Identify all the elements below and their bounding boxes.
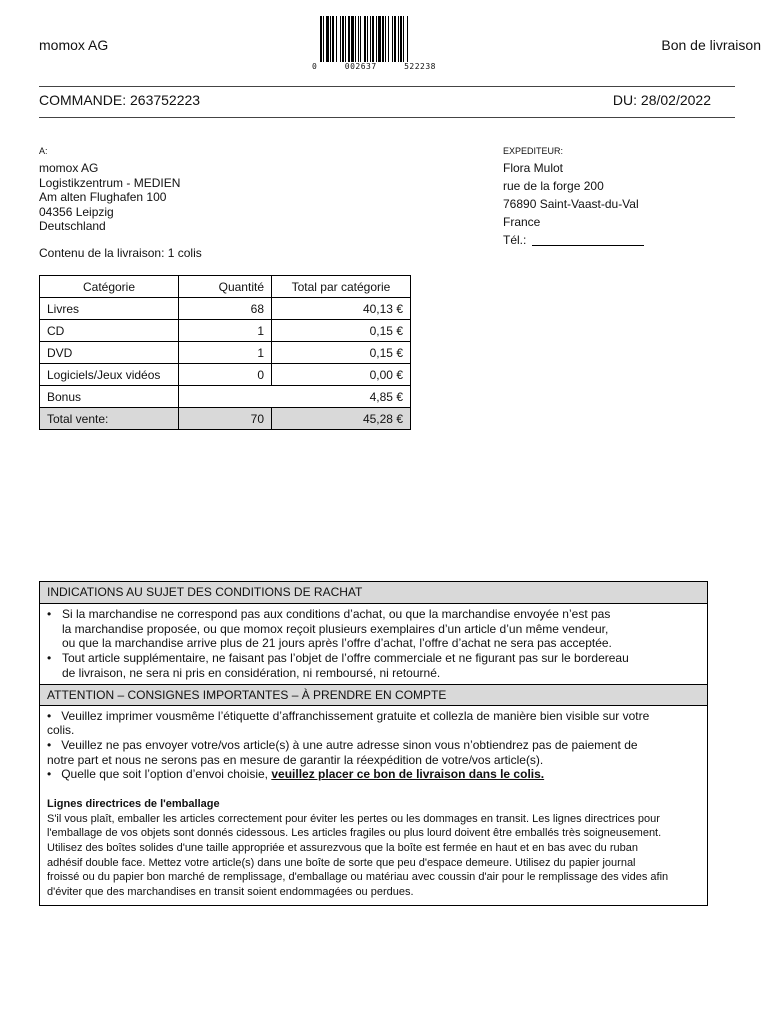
tel-label: Tél.:	[503, 233, 527, 247]
conditions-box	[39, 581, 708, 906]
conditions-title: INDICATIONS AU SUJET DES CONDITIONS DE RACHAT	[40, 582, 707, 603]
table-header-row	[40, 276, 411, 298]
bullet-text: Quelle que soit l’option d’envoi choisie,	[61, 767, 272, 782]
total-quantity: 70	[179, 408, 272, 430]
guide-line: adhésif double face. Mettez votre article(s) dans une boîte de sorte que peu d'espace demeure. Utilisez du papier journal	[47, 856, 636, 869]
divider	[39, 117, 735, 118]
quantity-cell: 0	[179, 364, 272, 386]
table-row	[40, 342, 411, 364]
column-header: Catégorie	[40, 276, 179, 298]
column-header: Quantité	[179, 276, 272, 298]
bonus-row	[40, 386, 411, 408]
address-line: Flora Mulot	[503, 161, 564, 175]
divider	[39, 86, 735, 87]
quantity-cell: 1	[179, 342, 272, 364]
order-number: COMMANDE: 263752223	[39, 92, 201, 108]
barcode-digit-group: 522238	[404, 62, 436, 71]
bullet-line: • Veuillez imprimer vousmême l’étiquette d’affranchissement gratuite et collezla de manière bien visible sur votre	[47, 708, 650, 723]
bullet-line: • Veuillez ne pas envoyer votre/vos article(s) à une autre adresse sinon vous n’obtiendrez pas de paiement de	[47, 737, 638, 752]
table-row	[40, 320, 411, 342]
attention-body	[40, 705, 707, 906]
bullet-emphasis: veuillez placer ce bon de livraison dans le colis.	[271, 767, 545, 782]
total-cell: 0,00 €	[272, 364, 411, 386]
company-name: momox AG	[39, 37, 109, 53]
recipient-label: A:	[39, 146, 48, 156]
quantity-cell: 68	[179, 298, 272, 320]
address-line: Am alten Flughafen 100	[39, 190, 167, 204]
quantity-cell: 1	[179, 320, 272, 342]
total-cell: 40,13 €	[272, 298, 411, 320]
recipient-address	[39, 161, 180, 234]
guide-line: Utilisez des boîtes solides d'une taille appropriée et assurezvous que la boîte est fermée en haut et en bas avec du ruban	[47, 841, 638, 854]
packaging-guidelines-title: Lignes directrices de l'emballage	[47, 798, 220, 811]
document-type: Bon de livraison	[661, 37, 761, 53]
total-cell: 0,15 €	[272, 342, 411, 364]
address-line: 04356 Leipzig	[39, 204, 114, 219]
order-date: DU: 28/02/2022	[612, 92, 711, 108]
attention-bullet	[47, 709, 700, 738]
bonus-total: 4,85 €	[179, 386, 411, 408]
attention-title: ATTENTION – CONSIGNES IMPORTANTES – À PRENDRE EN COMPTE	[40, 684, 707, 705]
sender-address	[503, 159, 644, 249]
bullet-line: notre part et nous ne serons pas en mesure de garantir la réexpédition de votre/vos article(s).	[47, 752, 544, 767]
total-amount: 45,28 €	[272, 408, 411, 430]
order-line	[39, 92, 711, 108]
condition-bullet	[47, 607, 700, 651]
barcode-digits	[312, 62, 436, 71]
total-cell: 0,15 €	[272, 320, 411, 342]
address-line: Logistikzentrum - MEDIEN	[39, 175, 181, 190]
address-line: 76890 Saint-Vaast-du-Val	[503, 197, 639, 211]
sender-tel	[503, 231, 644, 249]
address-line: France	[503, 215, 541, 229]
bonus-label: Bonus	[40, 386, 179, 408]
column-header: Total par catégorie	[272, 276, 411, 298]
guide-line: l'emballage de vos objets sont donnés cidessous. Les articles fragiles ou plus lourd doivent être emballés très soigneusement.	[47, 827, 662, 840]
bullet-line: Si la marchandise ne correspond pas aux conditions d’achat, ou que la marchandise envoyée n’est pas	[62, 607, 611, 621]
total-row	[40, 408, 411, 430]
bullet-line: ou que la marchandise arrive plus de 21 jours après l’offre d’achat, l’offre d’achat ne sera pas acceptée.	[62, 636, 612, 651]
bullet-line: • Quelle que soit l’option d’envoi choisie, veuillez placer ce bon de livraison dans le colis.	[47, 767, 545, 782]
bullet-line: colis.	[47, 723, 75, 738]
table-row	[40, 364, 411, 386]
tel-blank-line	[532, 233, 644, 246]
attention-bullet	[47, 738, 700, 767]
barcode-digit-group: 0	[312, 62, 318, 71]
condition-bullet	[47, 651, 700, 680]
barcode-bars	[320, 16, 436, 62]
guide-line: froissé ou du papier bon marché de remplissage, d'emballage ou matériau avec coussin d'air pour le remplissage des vides afin	[47, 871, 669, 884]
total-label: Total vente:	[40, 408, 179, 430]
bullet-dot: •	[47, 607, 52, 621]
attention-bullet	[47, 767, 700, 782]
address-line: momox AG	[39, 161, 99, 175]
barcode	[312, 16, 436, 72]
category-cell: Logiciels/Jeux vidéos	[40, 364, 179, 386]
table-row	[40, 298, 411, 320]
bullet-line: de livraison, ne sera ni pris en considération, ni remboursé, ni retourné.	[62, 665, 441, 680]
bullet-dot: •	[47, 651, 52, 666]
sales-table	[39, 275, 411, 430]
address-line: rue de la forge 200	[503, 179, 604, 193]
bullet-text: Veuillez imprimer vousmême l’étiquette d’affranchissement gratuite et collezla de manière bien visible sur votre	[61, 708, 650, 723]
packaging-guidelines-text	[47, 812, 700, 900]
category-cell: DVD	[40, 342, 179, 364]
sender-label: EXPEDITEUR:	[503, 146, 564, 156]
guide-line: d'éviter que des marchandises en transit soient endommagées ou perdues.	[47, 885, 414, 898]
category-cell: Livres	[40, 298, 179, 320]
address-line: Deutschland	[39, 219, 106, 233]
delivery-contents: Contenu de la livraison: 1 colis	[39, 246, 202, 260]
bullet-line: Tout article supplémentaire, ne faisant pas l’objet de l’offre commerciale et ne figurant pas sur le bordereau	[62, 651, 629, 666]
conditions-body	[40, 603, 707, 684]
category-cell: CD	[40, 320, 179, 342]
barcode-digit-group: 002637	[344, 62, 377, 71]
bullet-text: Veuillez ne pas envoyer votre/vos article(s) à une autre adresse sinon vous n’obtiendrez pas de paiement de	[61, 737, 638, 752]
bullet-line: la marchandise proposée, ou que momox reçoit plusieurs exemplaires d’un article d’un même vendeur,	[62, 621, 609, 636]
guide-line: S'il vous plaît, emballer les articles correctement pour éviter les pertes ou les dommages en transit. Les lignes directrices pour	[47, 812, 660, 825]
